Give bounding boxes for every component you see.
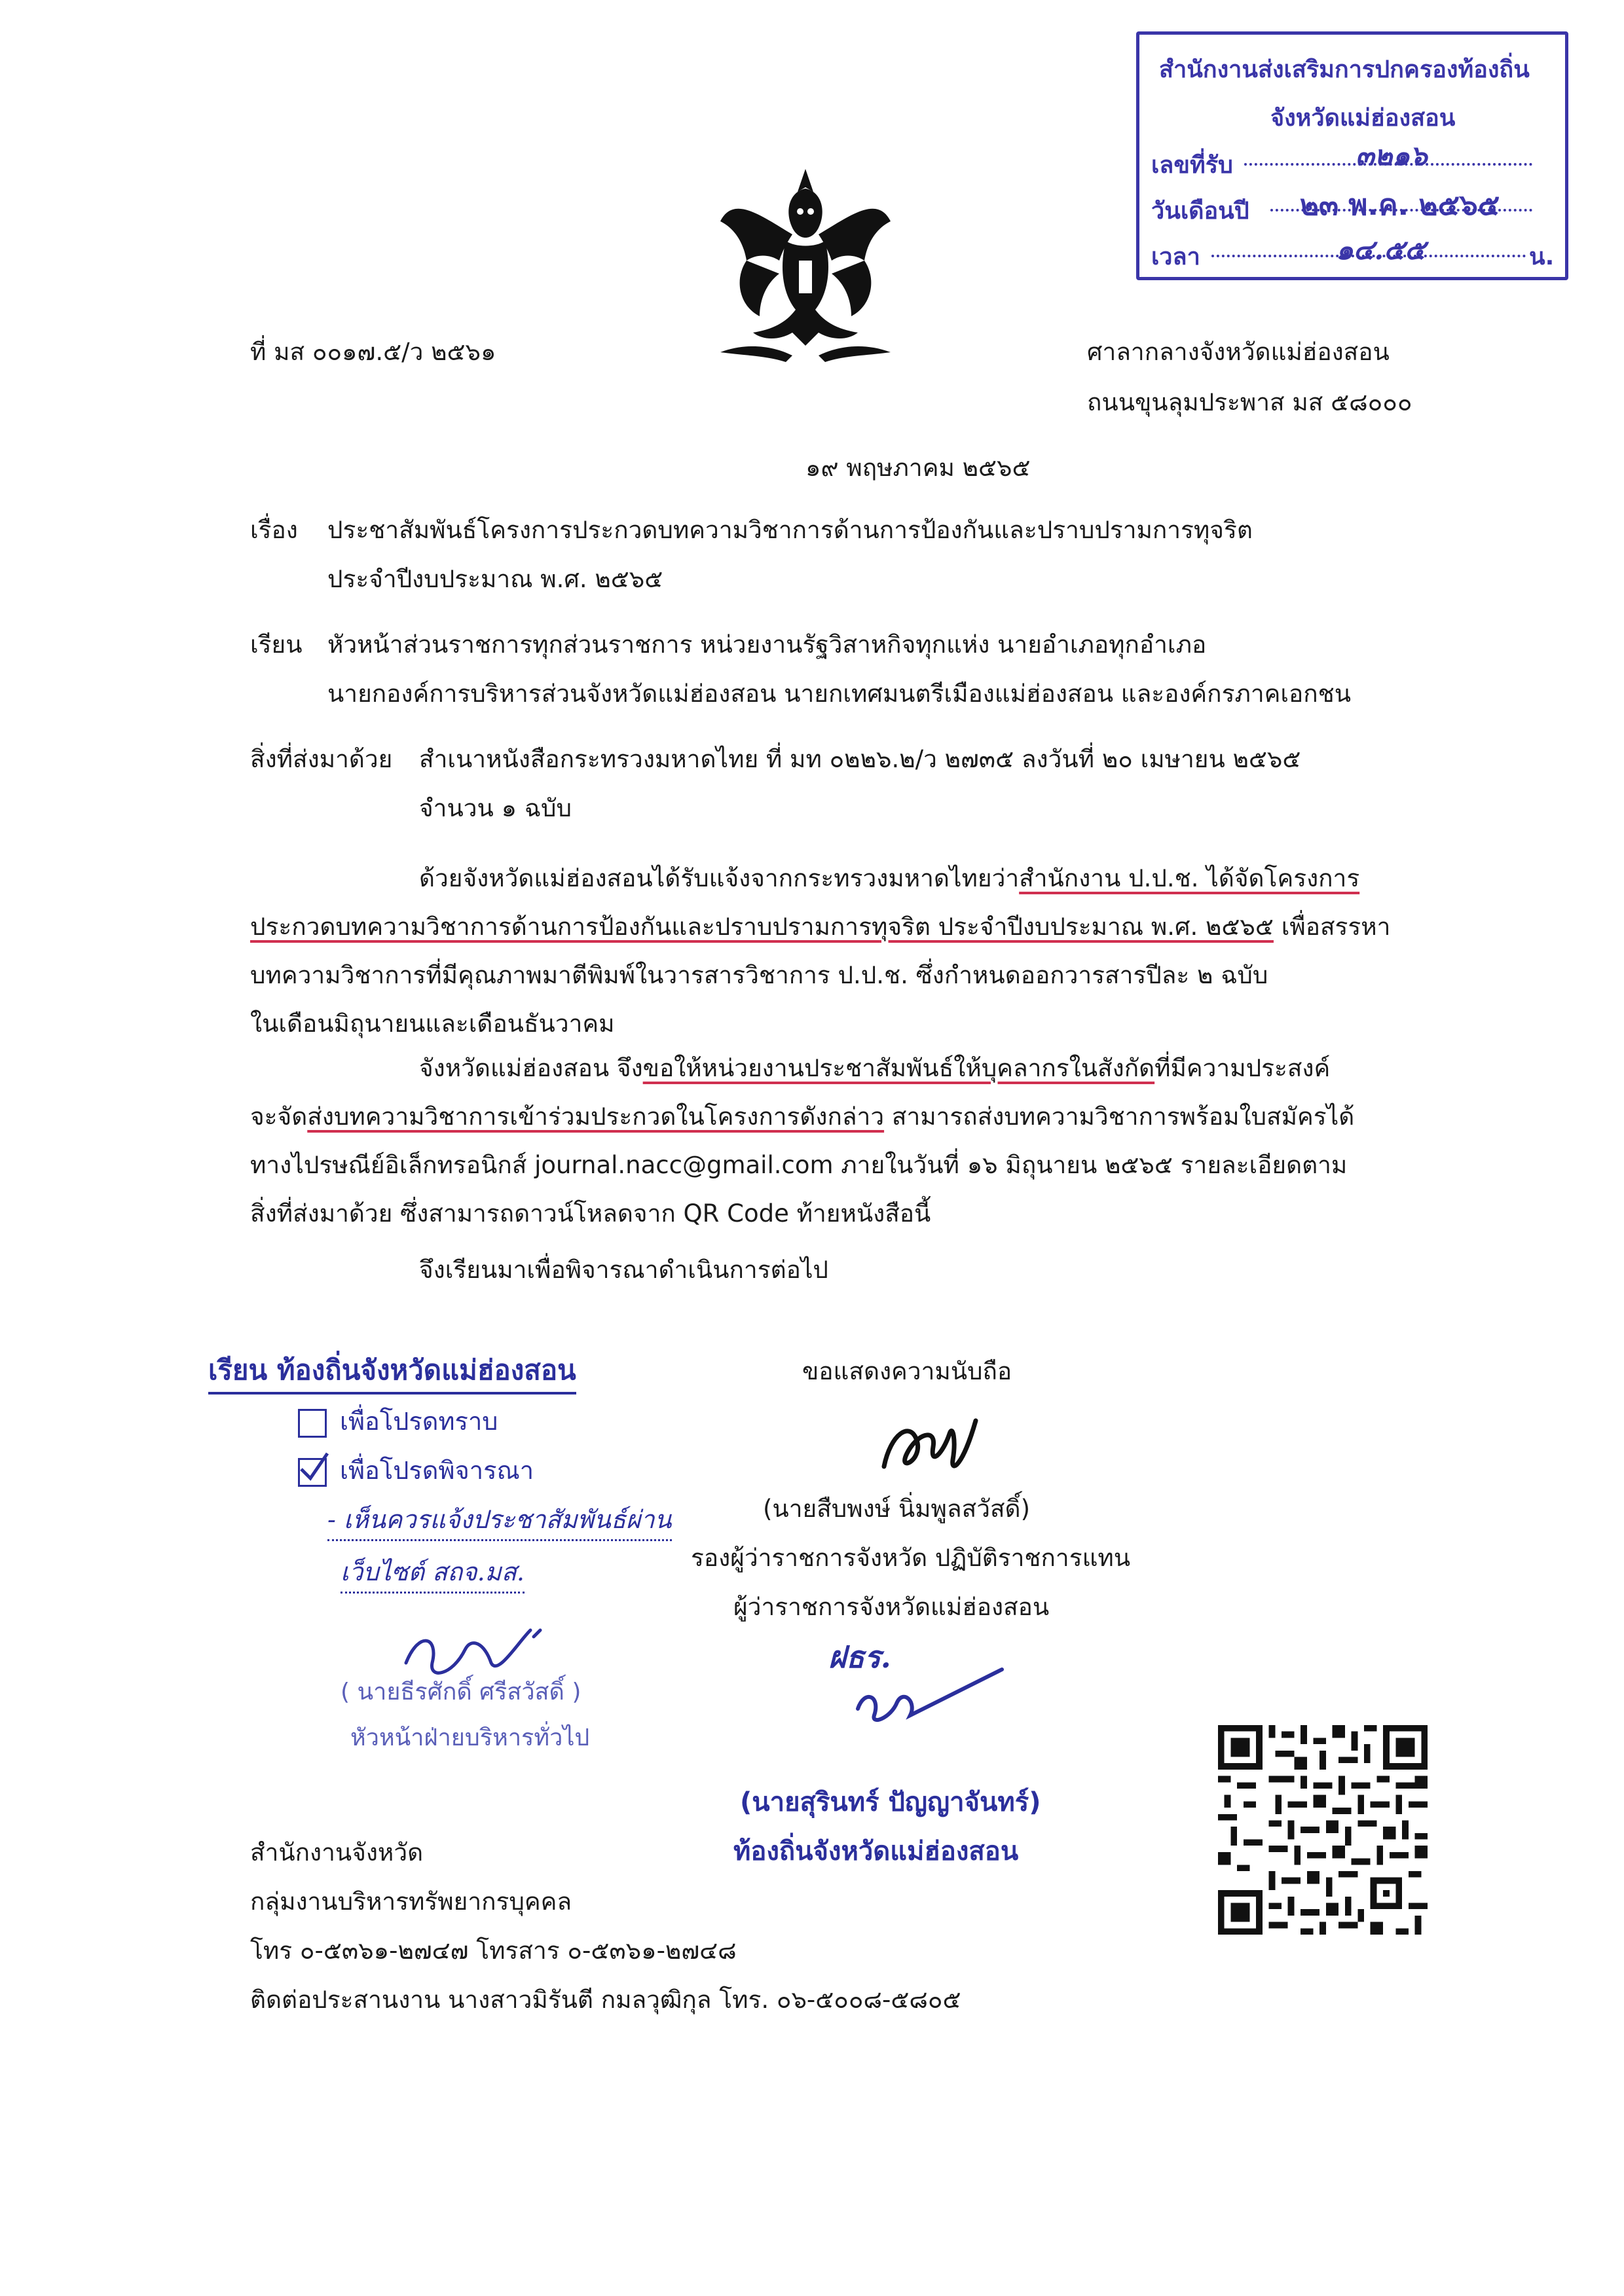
p1-line3: บทความวิชาการที่มีคุณภาพมาตีพิมพ์ในวารสารวิชาการ ป.ป.ช. ซึ่งกำหนดออกวารสารปีละ ๒ ฉบับ	[250, 961, 1268, 989]
stamp-province: จังหวัดแม่ฮ่องสอน	[1270, 105, 1456, 132]
p2-line2-end: สามารถส่งบทความวิชาการพร้อมใบสมัครได้	[884, 1102, 1355, 1131]
p2-line1-end: ที่มีความประสงค์	[1154, 1054, 1331, 1082]
note-head-name: (นายสุรินทร์ ปัญญาจันทร์)	[740, 1787, 1041, 1817]
closing-regards: ขอแสดงความนับถือ	[802, 1357, 1012, 1385]
reference-number: ที่ มส ๐๐๑๗.๕/ว ๒๕๖๑	[250, 338, 496, 366]
to-line-1: หัวหน้าส่วนราชการทุกส่วนราชการ หน่วยงานรัฐวิสาหกิจทุกแห่ง นายอำเภอทุกอำเภอ	[327, 630, 1207, 659]
p2-highlight-1: ขอให้หน่วยงานประชาสัมพันธ์ให้บุคลากรในสังกัด	[642, 1054, 1155, 1082]
enclosure-line-2: จำนวน ๑ ฉบับ	[419, 794, 572, 822]
body-paragraph-3: จึงเรียนมาเพื่อพิจารณาดำเนินการต่อไป	[419, 1256, 828, 1284]
note-option-1	[298, 1401, 498, 1441]
p1-line1-text: ด้วยจังหวัดแม่ฮ่องสอนได้รับแจ้งจากกระทรวงมหาดไทยว่า	[419, 864, 1020, 892]
note-handwritten-1: - เห็นควรแจ้งประชาสัมพันธ์ผ่าน	[327, 1499, 672, 1541]
signer-title-1: รองผู้ว่าราชการจังหวัด ปฏิบัติราชการแทน	[691, 1544, 1131, 1572]
p2-line2-start: จะจัด	[250, 1102, 308, 1131]
address-line-1: ศาลากลางจังหวัดแม่ฮ่องสอน	[1087, 338, 1390, 366]
stamp-date-value: ๒๓ พ.ค. ๒๕๖๕	[1300, 189, 1500, 222]
note-option-2	[298, 1450, 534, 1490]
note-handwritten-2: เว็บไซต์ สถจ.มส.	[341, 1552, 525, 1594]
stamp-time-suffix: น.	[1529, 244, 1555, 270]
stamp-date-label: วันเดือนปี	[1151, 198, 1249, 225]
body-paragraph-1	[250, 854, 1429, 1048]
checkbox-unchecked-icon	[298, 1409, 327, 1438]
garuda-emblem-icon	[707, 156, 904, 372]
note-addressee: เรียน ท้องถิ่นจังหวัดแม่ฮ่องสอน	[208, 1349, 576, 1394]
signer-name: (นายสืบพงษ์ นิ่มพูลสวัสดิ์)	[763, 1495, 1031, 1523]
stamp-time-label: เวลา	[1151, 244, 1200, 270]
note-option-1-label: เพื่อโปรดทราบ	[340, 1407, 498, 1436]
footer-group: กลุ่มงานบริหารทรัพยากรบุคคล	[250, 1887, 572, 1916]
address-line-2: ถนนขุนลุมประพาส มส ๕๘๐๐๐	[1087, 388, 1412, 416]
qr-code-icon	[1218, 1725, 1428, 1935]
enclosure-label: สิ่งที่ส่งมาด้วย	[250, 745, 393, 773]
body-paragraph-2	[250, 1044, 1429, 1238]
note-officer-title: หัวหน้าฝ่ายบริหารทั่วไป	[350, 1724, 590, 1751]
receipt-stamp	[1136, 31, 1568, 280]
note-officer-name: ( นายธีรศักดิ์ ศรีสวัสดิ์ )	[341, 1679, 581, 1705]
subject-line-2: ประจำปีงบประมาณ พ.ศ. ๒๕๖๕	[327, 565, 663, 593]
governor-signature-icon	[871, 1394, 989, 1493]
note-initials: ฝธร.	[828, 1639, 891, 1675]
p1-line4: ในเดือนมิถุนายนและเดือนธันวาคม	[250, 1010, 615, 1038]
letter-date: ๑๙ พฤษภาคม ๒๕๖๕	[805, 454, 1031, 482]
stamp-received-label: เลขที่รับ	[1151, 152, 1233, 179]
p2-line3: ทางไปรษณีย์อิเล็กทรอนิกส์ journal.nacc@gmail.com ภายในวันที่ ๑๖ มิถุนายน ๒๕๖๕ รายละเอียดตาม	[250, 1151, 1348, 1179]
to-line-2: นายกองค์การบริหารส่วนจังหวัดแม่ฮ่องสอน นายกเทศมนตรีเมืองแม่ฮ่องสอน และองค์กรภาคเอกชน	[327, 680, 1352, 708]
head-signature-icon	[845, 1663, 1015, 1735]
p1-line2-end: เพื่อสรรหา	[1273, 913, 1391, 941]
p1-highlight-2: ประกวดบทความวิชาการด้านการป้องกันและปราบปรามการทุจริต ประจำปีงบประมาณ พ.ศ. ๒๕๖๕	[250, 913, 1274, 941]
to-label: เรียน	[250, 630, 303, 659]
footer-phone: โทร ๐-๕๓๖๑-๒๗๔๗ โทรสาร ๐-๕๓๖๑-๒๗๔๘	[250, 1937, 737, 1965]
p1-highlight-1: สำนักงาน ป.ป.ช. ได้จัดโครงการ	[1019, 864, 1360, 892]
p2-highlight-2: ส่งบทความวิชาการเข้าร่วมประกวดในโครงการดังกล่าว	[307, 1102, 885, 1131]
enclosure-line-1: สำเนาหนังสือกระทรวงมหาดไทย ที่ มท ๐๒๒๖.๒/ว ๒๗๓๕ ลงวันที่ ๒๐ เมษายน ๒๕๖๕	[419, 745, 1301, 773]
stamp-title: สำนักงานส่งเสริมการปกครองท้องถิ่น	[1159, 56, 1530, 83]
checkbox-checked-icon	[298, 1458, 327, 1487]
stamp-received-value: ๓๒๑๖	[1356, 139, 1428, 172]
footer-office: สำนักงานจังหวัด	[250, 1838, 424, 1867]
subject-line-1: ประชาสัมพันธ์โครงการประกวดบทความวิชาการด้านการป้องกันและปราบปรามการทุจริต	[327, 516, 1253, 544]
p2-line4: สิ่งที่ส่งมาด้วย ซึ่งสามารถดาวน์โหลดจาก QR Code ท้ายหนังสือนี้	[250, 1199, 931, 1228]
signer-title-2: ผู้ว่าราชการจังหวัดแม่ฮ่องสอน	[733, 1593, 1050, 1621]
stamp-time-value: ๑๔.๕๕	[1336, 234, 1426, 266]
note-option-2-label: เพื่อโปรดพิจารณา	[340, 1456, 534, 1485]
footer-contact: ติดต่อประสานงาน นางสาวมิรันตี กมลวุฒิกุล โทร. ๐๖-๕๐๐๘-๕๘๐๕	[250, 1986, 961, 2014]
note-head-title: ท้องถิ่นจังหวัดแม่ฮ่องสอน	[733, 1836, 1019, 1867]
p2-line1-start: จังหวัดแม่ฮ่องสอน จึง	[419, 1054, 643, 1082]
subject-label: เรื่อง	[250, 516, 298, 544]
